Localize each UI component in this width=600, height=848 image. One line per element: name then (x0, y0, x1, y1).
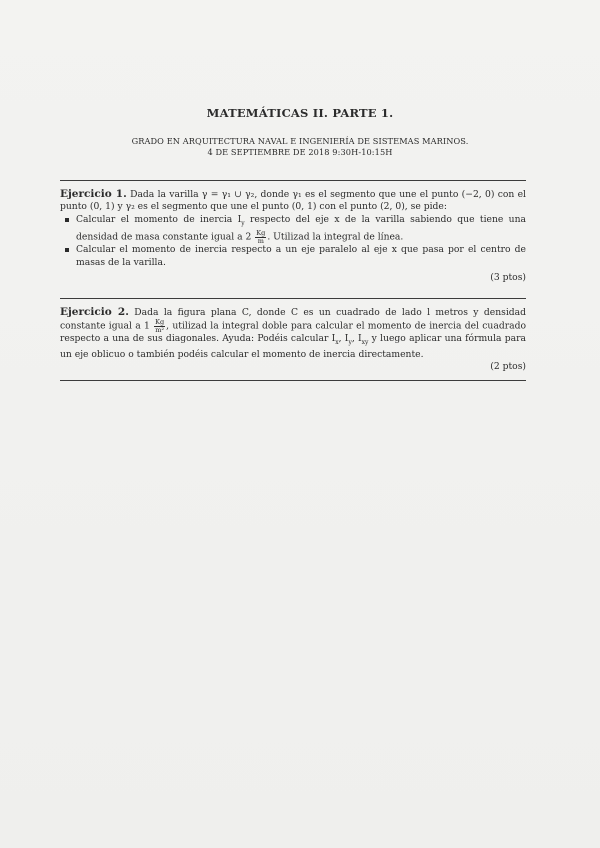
exam-subtitle (0, 136, 600, 158)
divider-middle (60, 298, 526, 299)
exercise-1-points: (3 ptos) (490, 271, 526, 283)
exercise-1-task-2: Calcular el momento de inercia respecto a un eje paralelo al eje x que pasa por el centro de masas de la varilla. (76, 244, 526, 268)
density-fraction: $\frac{Kg}{m}$ (256, 229, 266, 245)
exercise-1-task-1: Calcular el momento de inercia $I_y$ respecto del eje x de la varilla sabiendo que tiene una densidad de masa constante igual a 2 $\frac{Kg}{m}$ . Utilizad la integral de línea. (76, 214, 526, 245)
exercise-2-label: Ejercicio 2. (60, 306, 129, 318)
exercise-2-statement: Ejercicio 2. Dada la figura plana C, donde C es un cuadrado de lado l metros y densidad constante igual a 1 $\frac{Kg}{\text{m²}}$ , utilizad la integral doble para calcular el momento de inercia del cuadrado respecto a una de sus diagonales. Ayuda: Podéis calcular $I_x$, $I_y$, $I_{xy}$ y luego aplicar una fórmula para un eje oblicuo o también podéis calcular el momento de inercia directamente. (60, 306, 527, 361)
exercise-1-label: Ejercicio 1. (60, 188, 127, 200)
density-fraction-2: $\frac{Kg}{\text{m²}}$ (155, 318, 165, 334)
divider-top (60, 180, 526, 181)
exercise-2-points: (2 ptos) (490, 361, 526, 373)
exam-date: 4 DE SEPTIEMBRE DE 2018 9:30H-10:15H (207, 147, 393, 157)
exercise-1 (60, 188, 526, 284)
exam-title: MATEMÁTICAS II. PARTE 1. (206, 106, 394, 120)
exercise-1-statement: Dada la varilla γ = γ₁ ∪ γ₂, donde γ₁ es el segmento que une el punto (−2, 0) con el punto (0, 1) y γ₂ es el segmento que une el punto (0, 1) con el punto (2, 0), se pide: (60, 189, 526, 213)
exercise-2 (60, 306, 526, 374)
exercise-1-tasks (60, 214, 526, 268)
degree-program: GRADO EN ARQUITECTURA NAVAL E INGENIERÍA DE SISTEMAS MARINOS. (131, 136, 469, 146)
divider-bottom (60, 380, 526, 381)
exercise-1-intro (60, 188, 526, 213)
